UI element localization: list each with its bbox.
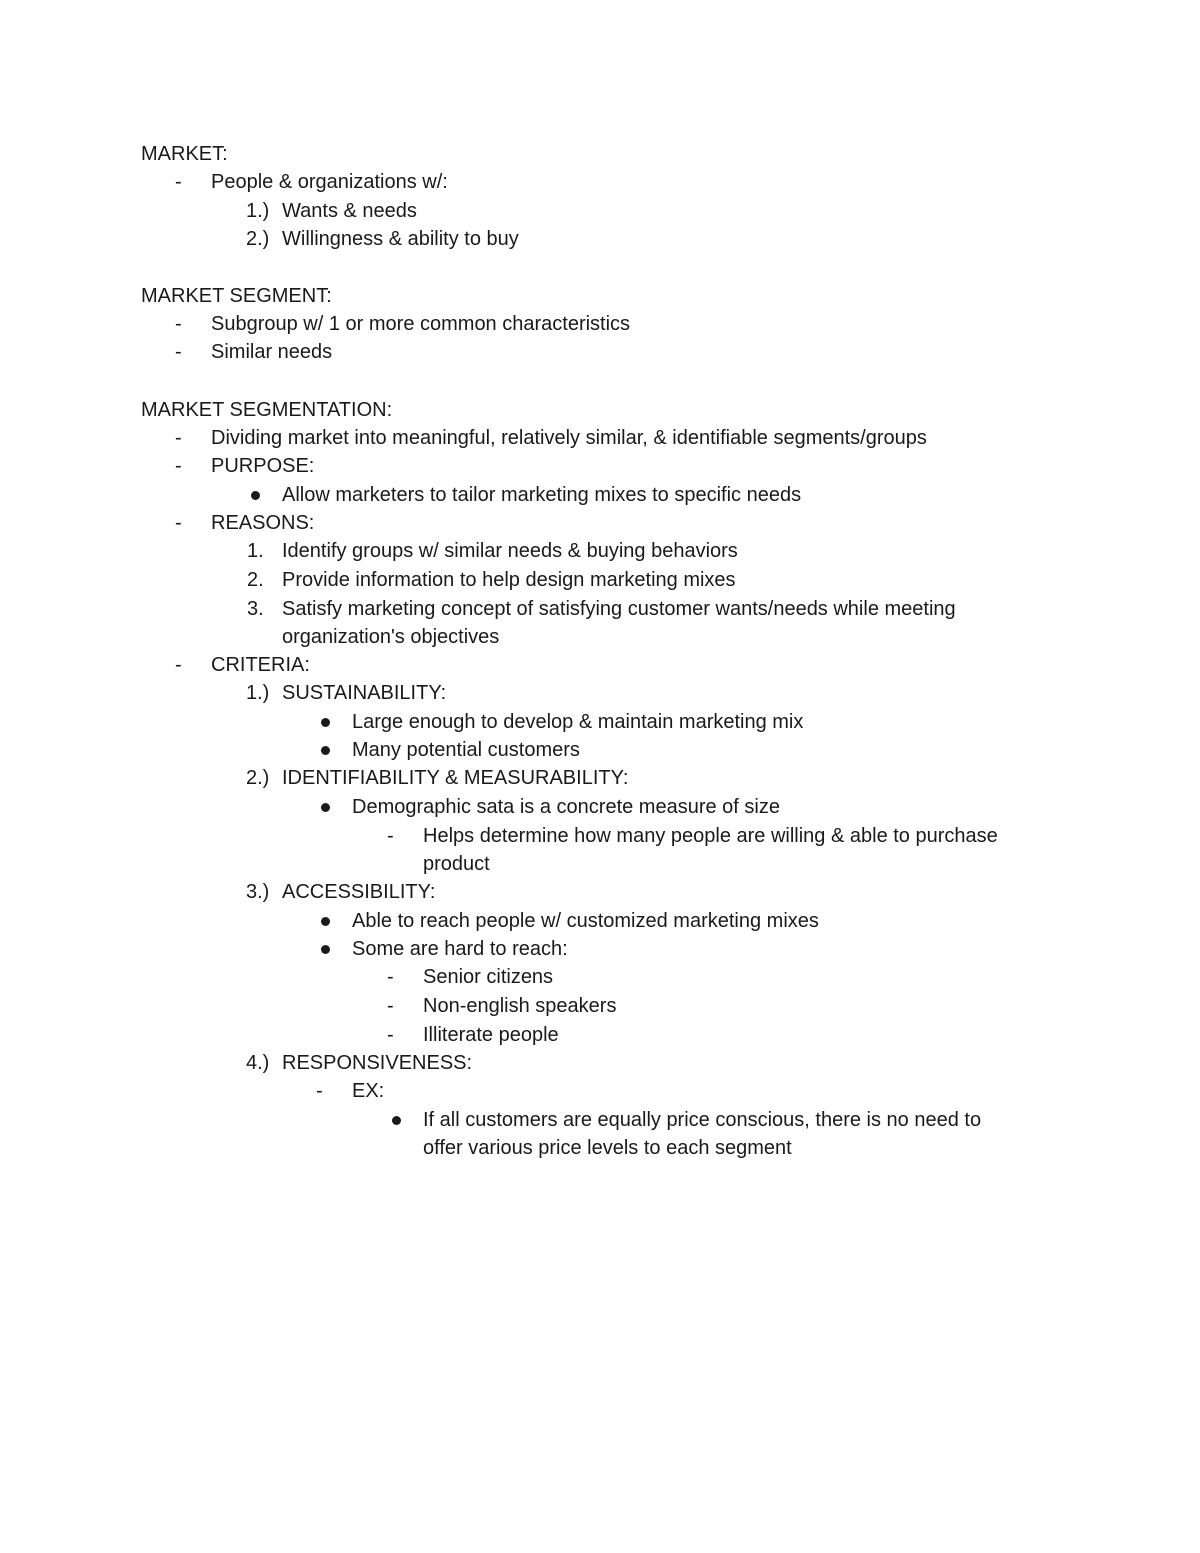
reasons-label: REASONS: <box>211 512 315 534</box>
segmentation-dividing: Dividing market into meaningful, relatively similar, & identifiable segments/groups <box>211 427 927 449</box>
dash-bullet: - <box>387 825 394 847</box>
bullet-dot <box>321 746 330 755</box>
bullet-dot <box>321 718 330 727</box>
number-marker: 1. <box>247 540 264 562</box>
bullet-dot <box>321 803 330 812</box>
sustainability-large: Large enough to develop & maintain marketing mix <box>352 711 804 733</box>
reason-1: Identify groups w/ similar needs & buying behaviors <box>282 540 738 562</box>
identifiability-helps-line2: product <box>423 853 490 875</box>
number-marker: 1.) <box>246 682 270 704</box>
number-marker: 4.) <box>246 1052 270 1074</box>
dash-bullet: - <box>175 341 182 363</box>
dash-bullet: - <box>175 455 182 477</box>
number-marker: 2.) <box>246 228 270 250</box>
number-marker: 2.) <box>246 767 270 789</box>
responsiveness-example-line1: If all customers are equally price conscious, there is no need to <box>423 1109 982 1131</box>
dash-bullet: - <box>175 171 182 193</box>
dash-bullet: - <box>387 1024 394 1046</box>
criteria-responsiveness: RESPONSIVENESS: <box>282 1052 473 1074</box>
hard-senior: Senior citizens <box>423 966 554 988</box>
sustainability-many: Many potential customers <box>352 739 580 761</box>
bullet-dot <box>251 491 260 500</box>
dash-bullet: - <box>387 995 394 1017</box>
number-marker: 2. <box>247 569 264 591</box>
segment-subgroup: Subgroup w/ 1 or more common characteristics <box>211 313 631 335</box>
heading-market: MARKET: <box>141 143 228 165</box>
reason-2: Provide information to help design marketing mixes <box>282 569 736 591</box>
criteria-label: CRITERIA: <box>211 654 310 676</box>
reason-3-line2: organization's objectives <box>282 626 500 648</box>
dash-bullet: - <box>387 966 394 988</box>
responsiveness-ex: EX: <box>352 1080 385 1102</box>
criteria-identifiability: IDENTIFIABILITY & MEASURABILITY: <box>282 767 629 789</box>
heading-market-segmentation: MARKET SEGMENTATION: <box>141 399 393 421</box>
identifiability-helps-line1: Helps determine how many people are willing & able to purchase <box>423 825 998 847</box>
market-willingness: Willingness & ability to buy <box>282 228 519 250</box>
identifiability-demographic: Demographic sata is a concrete measure of size <box>352 796 780 818</box>
purpose-item: Allow marketers to tailor marketing mixes to specific needs <box>282 484 802 506</box>
dash-bullet: - <box>316 1080 323 1102</box>
criteria-sustainability: SUSTAINABILITY: <box>282 682 447 704</box>
segment-similar: Similar needs <box>211 341 333 363</box>
accessibility-hard: Some are hard to reach: <box>352 938 568 960</box>
bullet-dot <box>321 917 330 926</box>
bullet-dot <box>392 1116 401 1125</box>
number-marker: 3. <box>247 598 264 620</box>
dash-bullet: - <box>175 313 182 335</box>
number-marker: 1.) <box>246 200 270 222</box>
bullet-dot <box>321 945 330 954</box>
dash-bullet: - <box>175 512 182 534</box>
accessibility-able: Able to reach people w/ customized marketing mixes <box>352 910 819 932</box>
responsiveness-example-line2: offer various price levels to each segment <box>423 1137 792 1159</box>
heading-market-segment: MARKET SEGMENT: <box>141 285 332 307</box>
reason-3-line1: Satisfy marketing concept of satisfying customer wants/needs while meeting <box>282 598 956 620</box>
dash-bullet: - <box>175 654 182 676</box>
purpose-label: PURPOSE: <box>211 455 315 477</box>
market-wants: Wants & needs <box>282 200 417 222</box>
number-marker: 3.) <box>246 881 270 903</box>
hard-illiterate: Illiterate people <box>423 1024 559 1046</box>
criteria-accessibility: ACCESSIBILITY: <box>282 881 436 903</box>
dash-bullet: - <box>175 427 182 449</box>
market-people: People & organizations w/: <box>211 171 448 193</box>
hard-nonenglish: Non-english speakers <box>423 995 617 1017</box>
